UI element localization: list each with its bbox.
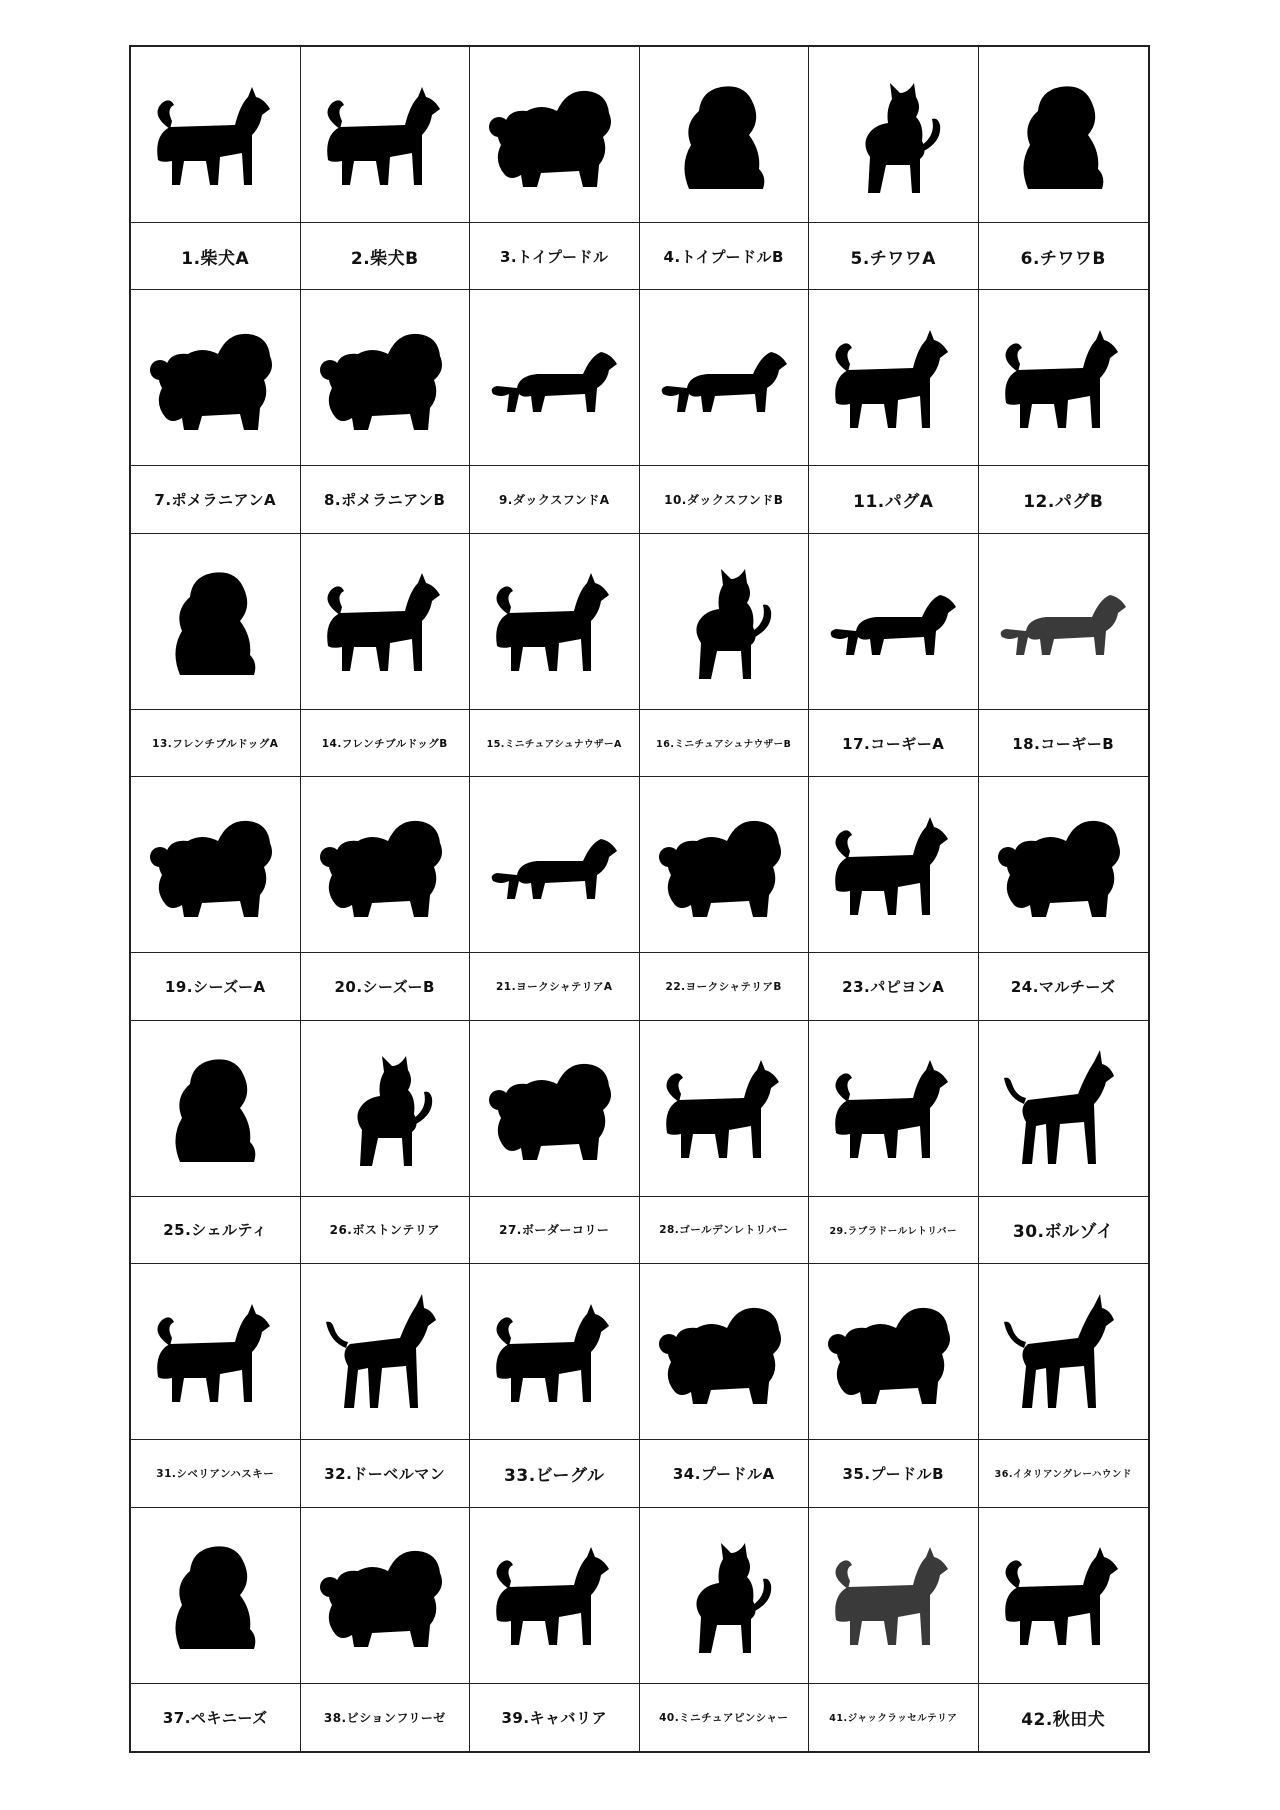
- breed-label: 38.ビションフリーゼ: [323, 1710, 446, 1725]
- breed-label: 17.コーギーA: [842, 734, 945, 753]
- breed-cell: [131, 1264, 301, 1507]
- breed-label: 24.マルチーズ: [1010, 977, 1116, 996]
- breed-label: 40.ミニチュアピンシャー: [659, 1711, 789, 1724]
- breed-cell: [301, 534, 471, 777]
- breed-cell: [131, 1508, 301, 1751]
- toy-poodle-dog-icon: [640, 47, 809, 223]
- breed-cell: [809, 1264, 979, 1507]
- breed-cell: [301, 47, 471, 290]
- breed-label: 21.ヨークシャテリアA: [495, 980, 613, 993]
- breed-cell: [131, 47, 301, 290]
- breed-label: 29.ラブラドールレトリバー: [829, 1225, 958, 1237]
- breed-cell: [301, 1264, 471, 1507]
- breed-label: 27.ボーダーコリー: [499, 1223, 610, 1238]
- breed-label: 14.フレンチブルドッグB: [321, 737, 448, 750]
- breed-cell: [131, 534, 301, 777]
- breed-cell: [809, 290, 979, 533]
- schnauzer-dog-icon: [640, 534, 809, 710]
- breed-cell: [301, 290, 471, 533]
- breed-label: 23.パピヨンA: [842, 977, 945, 996]
- papillon-dog-icon: [809, 777, 978, 953]
- breed-cell: [809, 777, 979, 1020]
- french-bulldog-dog-icon: [131, 534, 300, 710]
- akita-dog-icon: [979, 1508, 1149, 1684]
- breed-label: 25.シェルティ: [163, 1221, 268, 1240]
- breed-label: 19.シーズーA: [164, 977, 266, 996]
- breed-label: 10.ダックスフンドB: [664, 493, 784, 508]
- breed-label: 1.柴犬A: [181, 248, 250, 269]
- breed-label: 28.ゴールデンレトリバー: [659, 1224, 789, 1237]
- breed-label: 31.シベリアンハスキー: [156, 1467, 275, 1480]
- breed-cell: [470, 534, 640, 777]
- pekingese-dog-icon: [131, 1508, 300, 1684]
- cavalier-dog-icon: [470, 1508, 639, 1684]
- breed-label: 34.プードルA: [672, 1464, 775, 1483]
- miniature-pinscher-dog-icon: [640, 1508, 809, 1684]
- pomeranian-dog-icon: [301, 290, 470, 466]
- pomeranian-dog-icon: [131, 290, 300, 466]
- poodle-dog-icon: [640, 1264, 809, 1440]
- pug-dog-icon: [809, 290, 978, 466]
- sheltie-dog-icon: [131, 1021, 300, 1197]
- maltese-dog-icon: [979, 777, 1149, 953]
- italian-greyhound-dog-icon: [979, 1264, 1149, 1440]
- breed-cell: [640, 290, 810, 533]
- breed-label: 6.チワワB: [1020, 248, 1106, 269]
- breed-cell: [809, 47, 979, 290]
- dachshund-dog-icon: [470, 290, 639, 466]
- breed-cell: [640, 777, 810, 1020]
- breed-cell: [640, 1264, 810, 1507]
- toy-poodle-dog-icon: [470, 47, 639, 223]
- pug-dog-icon: [979, 290, 1149, 466]
- schnauzer-dog-icon: [470, 534, 639, 710]
- breed-cell: [131, 777, 301, 1020]
- jack-russell-terrier-dog-icon: [809, 1508, 978, 1684]
- breed-cell: [470, 1508, 640, 1751]
- doberman-dog-icon: [301, 1264, 470, 1440]
- breed-cell: [470, 1021, 640, 1264]
- breed-label: 35.プードルB: [842, 1464, 945, 1483]
- breed-cell: [809, 1508, 979, 1751]
- dachshund-dog-icon: [640, 290, 809, 466]
- breed-cell: [979, 1264, 1149, 1507]
- breed-cell: [979, 1508, 1149, 1751]
- breed-cell: [809, 534, 979, 777]
- breed-label: 42.秋田犬: [1021, 1709, 1106, 1730]
- breed-cell: [301, 777, 471, 1020]
- breed-label: 13.フレンチブルドッグA: [152, 737, 279, 750]
- breed-label: 20.シーズーB: [334, 977, 435, 996]
- breed-label: 8.ポメラニアンB: [324, 491, 446, 510]
- shiba-dog-icon: [301, 47, 470, 223]
- breed-cell: [131, 290, 301, 533]
- yorkshire-terrier-dog-icon: [640, 777, 809, 953]
- breed-label: 26.ボストンテリア: [329, 1223, 440, 1238]
- border-collie-dog-icon: [470, 1021, 639, 1197]
- golden-retriever-dog-icon: [640, 1021, 809, 1197]
- breed-label: 41.ジャックラッセルテリア: [829, 1713, 958, 1725]
- breed-cell: [301, 1508, 471, 1751]
- dog-silhouette-sheet: [129, 45, 1150, 1753]
- breed-cell: [979, 534, 1149, 777]
- shih-tzu-dog-icon: [131, 777, 300, 953]
- chihuahua-dog-icon: [979, 47, 1149, 223]
- corgi-dog-icon: [809, 534, 978, 710]
- siberian-husky-dog-icon: [131, 1264, 300, 1440]
- labrador-retriever-dog-icon: [809, 1021, 978, 1197]
- breed-cell: [131, 1021, 301, 1264]
- breed-cell: [640, 1021, 810, 1264]
- breed-cell: [640, 47, 810, 290]
- breed-cell: [640, 1508, 810, 1751]
- breed-label: 2.柴犬B: [350, 248, 419, 269]
- breed-cell: [979, 777, 1149, 1020]
- chihuahua-dog-icon: [809, 47, 978, 223]
- breed-label: 16.ミニチュアシュナウザーB: [656, 739, 792, 751]
- breed-label: 7.ポメラニアンA: [154, 491, 277, 510]
- breed-label: 4.トイプードルB: [663, 247, 784, 266]
- poodle-dog-icon: [809, 1264, 978, 1440]
- breed-label: 39.キャバリア: [501, 1708, 608, 1727]
- borzoi-dog-icon: [979, 1021, 1149, 1197]
- shih-tzu-dog-icon: [301, 777, 470, 953]
- breed-label: 5.チワワA: [850, 248, 936, 269]
- breed-label: 32.ドーベルマン: [324, 1464, 446, 1483]
- breed-label: 9.ダックスフンドA: [498, 493, 610, 508]
- breed-label: 30.ボルゾイ: [1012, 1222, 1114, 1243]
- breed-cell: [301, 1021, 471, 1264]
- breed-label: 18.コーギーB: [1012, 734, 1115, 753]
- breed-label: 11.パグA: [853, 492, 934, 513]
- corgi-dog-icon: [979, 534, 1149, 710]
- breed-cell: [470, 777, 640, 1020]
- breed-label: 15.ミニチュアシュナウザーA: [486, 739, 622, 751]
- breed-label: 37.ペキニーズ: [162, 1708, 268, 1727]
- breed-cell: [979, 1021, 1149, 1264]
- breed-cell: [979, 290, 1149, 533]
- boston-terrier-dog-icon: [301, 1021, 470, 1197]
- breed-label: 12.パグB: [1023, 492, 1104, 513]
- breed-label: 3.トイプードル: [500, 247, 609, 266]
- bichon-frise-dog-icon: [301, 1508, 470, 1684]
- breed-label: 36.イタリアングレーハウンド: [994, 1469, 1132, 1481]
- breed-cell: [470, 290, 640, 533]
- breed-cell: [470, 47, 640, 290]
- breed-cell: [640, 534, 810, 777]
- breed-cell: [979, 47, 1149, 290]
- breed-cell: [809, 1021, 979, 1264]
- breed-label: 22.ヨークシャテリアB: [665, 980, 782, 993]
- shiba-dog-icon: [131, 47, 300, 223]
- yorkshire-terrier-dog-icon: [470, 777, 639, 953]
- beagle-dog-icon: [470, 1264, 639, 1440]
- breed-cell: [470, 1264, 640, 1507]
- french-bulldog-dog-icon: [301, 534, 470, 710]
- breed-label: 33.ビーグル: [504, 1465, 605, 1486]
